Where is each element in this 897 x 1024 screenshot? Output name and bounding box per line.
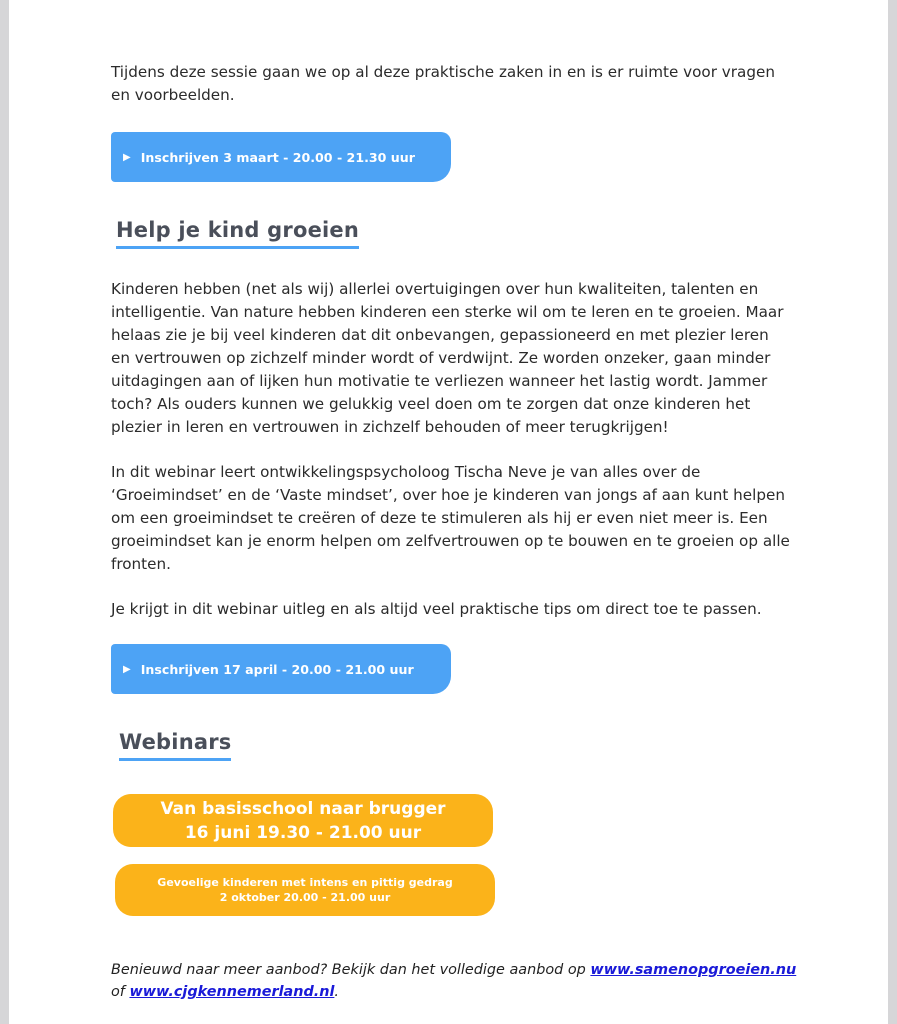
webinar-gevoelige-kinderen-date: 2 oktober 20.00 - 21.00 uur — [219, 891, 391, 904]
footer-text-3: . — [334, 984, 339, 1000]
document-page — [9, 0, 888, 1024]
footer-text-1: Benieuwd naar meer aanbod? Bekijk dan het volledige aanbod op — [111, 962, 591, 978]
webinar-basisschool-date: 16 juni 19.30 - 21.00 uur — [184, 822, 422, 843]
section1-paragraph-3: Je krijgt in dit webinar uitleg en als altijd veel praktische tips om direct toe te passen. — [111, 600, 762, 618]
section1-paragraph-1: Kinderen hebben (net als wij) allerlei overtuigingen over hun kwaliteiten, talenten en intelligentie. Van nature hebben kinderen een sterke wil om te leren en te groeien. Maar helaas zie je bij veel kinderen dat dit onbevangen, gepassioneerd en met plezier leren en vertrouwen op zichzelf minder wordt of verdwijnt. Ze worden onzeker, gaan minder uitdagingen aan of lijken hun motivatie te verliezen wanneer het lastig wordt. Jammer toch? Als ouders kunnen we gelukkig veel doen om te zorgen dat onze kinderen het plezier in leren en vertrouwen in zichzelf behouden of meer terugkrijgen! — [111, 280, 784, 436]
webinar-basisschool-button[interactable] — [113, 794, 493, 847]
register-april-label: Inschrijven 17 april - 20.00 - 21.00 uur — [140, 661, 414, 677]
webinar-basisschool-title: Van basisschool naar brugger — [160, 798, 446, 819]
section-title-help-je-kind-groeien: Help je kind groeien — [116, 218, 359, 249]
play-icon: ▶ — [123, 151, 131, 163]
footer-text-2: of — [111, 984, 130, 1000]
footer-note — [111, 959, 811, 1003]
section-title-webinars: Webinars — [119, 730, 231, 761]
section1-paragraph-2: In dit webinar leert ontwikkelingspsycholoog Tischa Neve je van alles over de ‘Groeimindset’ en de ‘Vaste mindset’, over hoe je kinderen van jongs af aan kunt helpen om een groeimindset te creëren of deze te stimuleren als hij er even niet meer is. Een groeimindset kan je enorm helpen om zelfvertrouwen op te bouwen en te groeien op alle fronten. — [111, 463, 790, 573]
webinar-gevoelige-kinderen-title: Gevoelige kinderen met intens en pittig gedrag — [157, 876, 453, 889]
register-april-button[interactable] — [111, 644, 451, 694]
register-march-label: Inschrijven 3 maart - 20.00 - 21.30 uur — [140, 149, 415, 165]
intro-paragraph: Tijdens deze sessie gaan we op al deze praktische zaken in en is er ruimte voor vragen en voorbeelden. — [111, 63, 775, 104]
play-icon: ▶ — [123, 663, 131, 675]
register-march-button[interactable] — [111, 132, 451, 182]
samenopgroeien-link[interactable]: www.samenopgroeien.nu — [590, 962, 797, 978]
cjgkennemerland-link[interactable]: www.cjgkennemerland.nl — [129, 984, 335, 1000]
webinar-gevoelige-kinderen-button[interactable] — [115, 864, 495, 916]
